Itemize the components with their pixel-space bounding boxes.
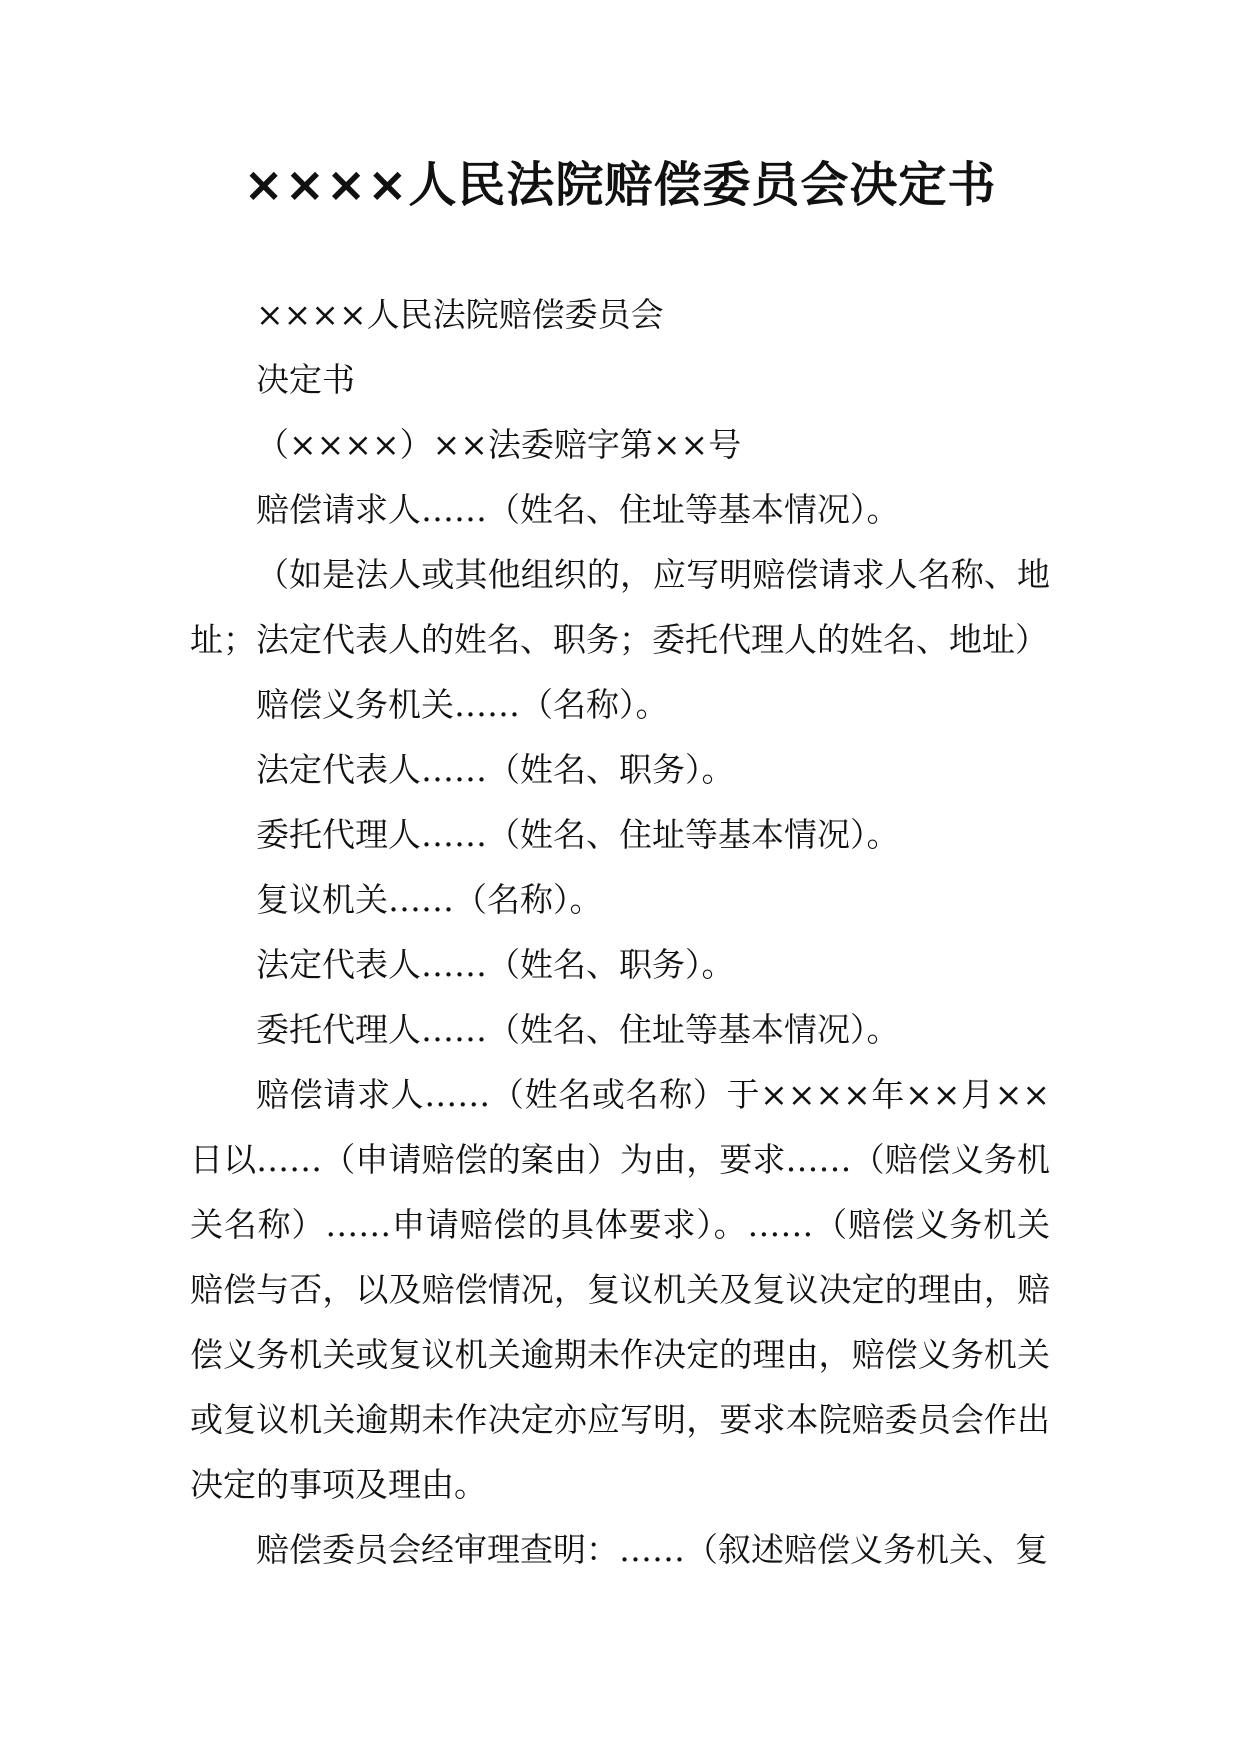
- document-body: [190, 282, 1050, 1582]
- legal-entity-note: （如是法人或其他组织的，应写明赔偿请求人名称、地址；法定代表人的姓名、职务；委托代理人的姓名、地址）: [190, 555, 1050, 659]
- claimant-line: 赔偿请求人……（姓名、住址等基本情况）。: [256, 490, 900, 529]
- case-number-line: （××××）××法委赔字第××号: [256, 425, 742, 464]
- court-name-line: ××××人民法院赔偿委员会: [256, 295, 664, 334]
- review-agency-line: 复议机关……（名称）。: [256, 880, 603, 919]
- document-type-line: 决定书: [256, 360, 355, 399]
- document-title: ××××人民法院赔偿委员会决定书: [243, 157, 997, 213]
- review-representative-line: 法定代表人……（姓名、职务）。: [256, 945, 735, 984]
- review-agent-line: 委托代理人……（姓名、住址等基本情况）。: [256, 1010, 900, 1049]
- obligor-representative-line: 法定代表人……（姓名、职务）。: [256, 750, 735, 789]
- obligor-agency-line: 赔偿义务机关……（名称）。: [256, 685, 669, 724]
- obligor-agent-line: 委托代理人……（姓名、住址等基本情况）。: [256, 815, 900, 854]
- findings-paragraph: 赔偿委员会经审理查明：……（叙述赔偿义务机关、复: [256, 1530, 1048, 1569]
- claim-facts-paragraph: 赔偿请求人……（姓名或名称）于××××年××月××日以……（申请赔偿的案由）为由，要求……（赔偿义务机关名称）……申请赔偿的具体要求）。……（赔偿义务机关赔偿与否，以及赔偿情况，复议机关及复议决定的理由，赔偿义务机关或复议机关逾期未作决定的理由，赔偿义务机关或复议机关逾期未作决定亦应写明，要求本院赔委员会作出决定的事项及理由。: [190, 1075, 1050, 1504]
